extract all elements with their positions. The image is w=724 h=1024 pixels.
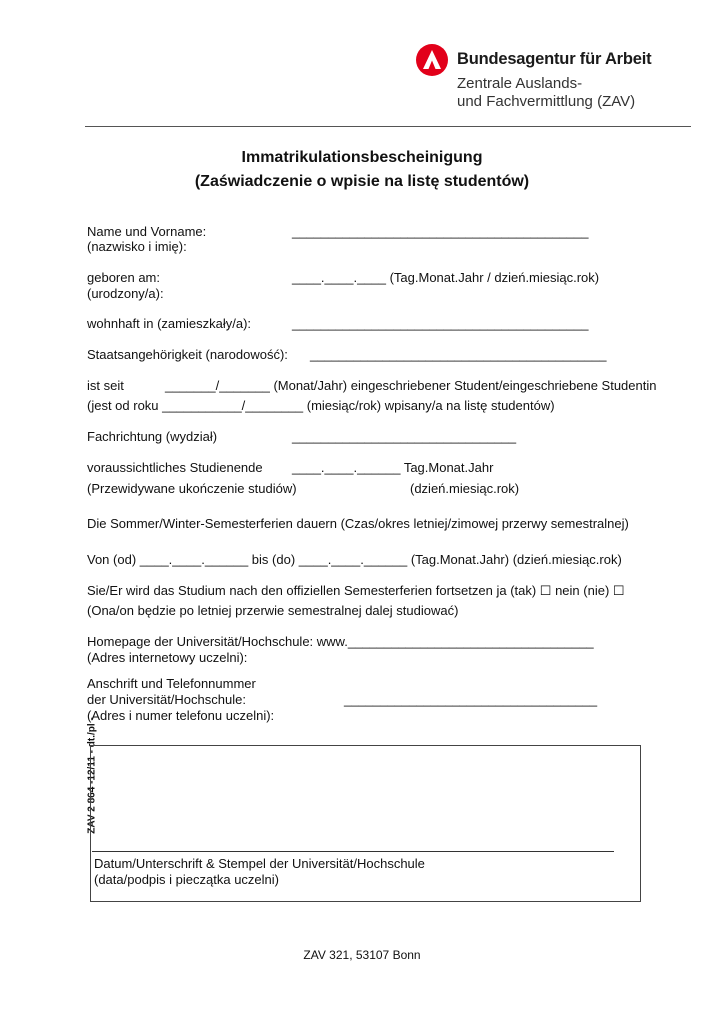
name-label-pl: (nazwisko i imię): xyxy=(87,239,187,254)
signature-label-pl: (data/podpis i pieczątka uczelni) xyxy=(94,872,279,887)
form-code-vertical: ZAV 2 864 -12/11 - dt./pl - xyxy=(86,717,98,834)
signature-label-de: Datum/Unterschrift & Stempel der Universität/Hochschule xyxy=(94,856,425,871)
since-field-de[interactable]: _______/_______ (Monat/Jahr) eingeschriebener Student/eingeschriebene Studentin xyxy=(165,378,657,393)
name-field[interactable]: _________________________________________ xyxy=(292,224,589,239)
header-divider xyxy=(85,126,691,127)
homepage-label-pl: (Adres internetowy uczelni): xyxy=(87,650,248,665)
study-end-label-de: voraussichtliches Studienende xyxy=(87,460,263,475)
continue-question-de[interactable]: Sie/Er wird das Studium nach den offiziellen Semesterferien fortsetzen ja (tak) ☐ nein (nie) ☐ xyxy=(87,583,625,598)
nationality-label: Staatsangehörigkeit (narodowość): xyxy=(87,347,288,362)
residence-field[interactable]: _________________________________________ xyxy=(292,316,589,331)
continue-question-pl: (Ona/on będzie po letniej przerwie semestralnej dalej studiować) xyxy=(87,603,459,618)
document-title: Immatrikulationsbescheinigung xyxy=(241,149,483,166)
document-subtitle: (Zaświadczenie o wpisie na listę studentów) xyxy=(194,173,530,190)
nationality-field[interactable]: _________________________________________ xyxy=(310,347,607,362)
holidays-dates-field[interactable]: Von (od) ____.____.______ bis (do) ____.____.______ (Tag.Monat.Jahr) (dzień.miesiąc.rok) xyxy=(87,552,622,567)
name-label-de: Name und Vorname: xyxy=(87,224,207,239)
faculty-field[interactable]: _______________________________ xyxy=(292,429,517,444)
address-label-de1: Anschrift und Telefonnummer xyxy=(87,676,256,691)
study-end-label-pl: (Przewidywane ukończenie studiów) xyxy=(87,481,297,496)
ba-logo-icon xyxy=(416,44,448,76)
address-label-pl: (Adres i numer telefonu uczelni): xyxy=(87,708,275,723)
faculty-label: Fachrichtung (wydział) xyxy=(87,429,218,444)
address-label-de2: der Universität/Hochschule: xyxy=(87,692,246,707)
address-field[interactable]: ___________________________________ xyxy=(344,692,598,707)
agency-unit-line2: und Fachvermittlung (ZAV) xyxy=(457,93,636,110)
since-field-pl[interactable]: (jest od roku ___________/________ (miesiąc/rok) wpisany/a na listę studentów) xyxy=(87,398,555,413)
homepage-field[interactable]: Homepage der Universität/Hochschule: www.__________________________________ xyxy=(87,634,594,649)
study-end-format-pl: (dzień.miesiąc.rok) xyxy=(410,481,520,496)
born-label-de: geboren am: xyxy=(87,270,160,285)
born-label-pl: (urodzony/a): xyxy=(87,286,164,301)
footer-address: ZAV 321, 53107 Bonn xyxy=(303,948,421,962)
agency-name: Bundesagentur für Arbeit xyxy=(457,50,652,68)
since-label-de: ist seit xyxy=(87,378,124,393)
born-field[interactable]: ____.____.____ (Tag.Monat.Jahr / dzień.miesiąc.rok) xyxy=(292,270,600,285)
signature-line xyxy=(92,851,614,852)
agency-unit xyxy=(457,75,635,111)
study-end-field[interactable]: ____.____.______ Tag.Monat.Jahr xyxy=(292,460,494,475)
agency-unit-line1: Zentrale Auslands- xyxy=(457,75,583,92)
residence-label: wohnhaft in (zamieszkały/a): xyxy=(87,316,252,331)
holidays-label: Die Sommer/Winter-Semesterferien dauern (Czas/okres letniej/zimowej przerwy semestralnej) xyxy=(87,516,629,531)
